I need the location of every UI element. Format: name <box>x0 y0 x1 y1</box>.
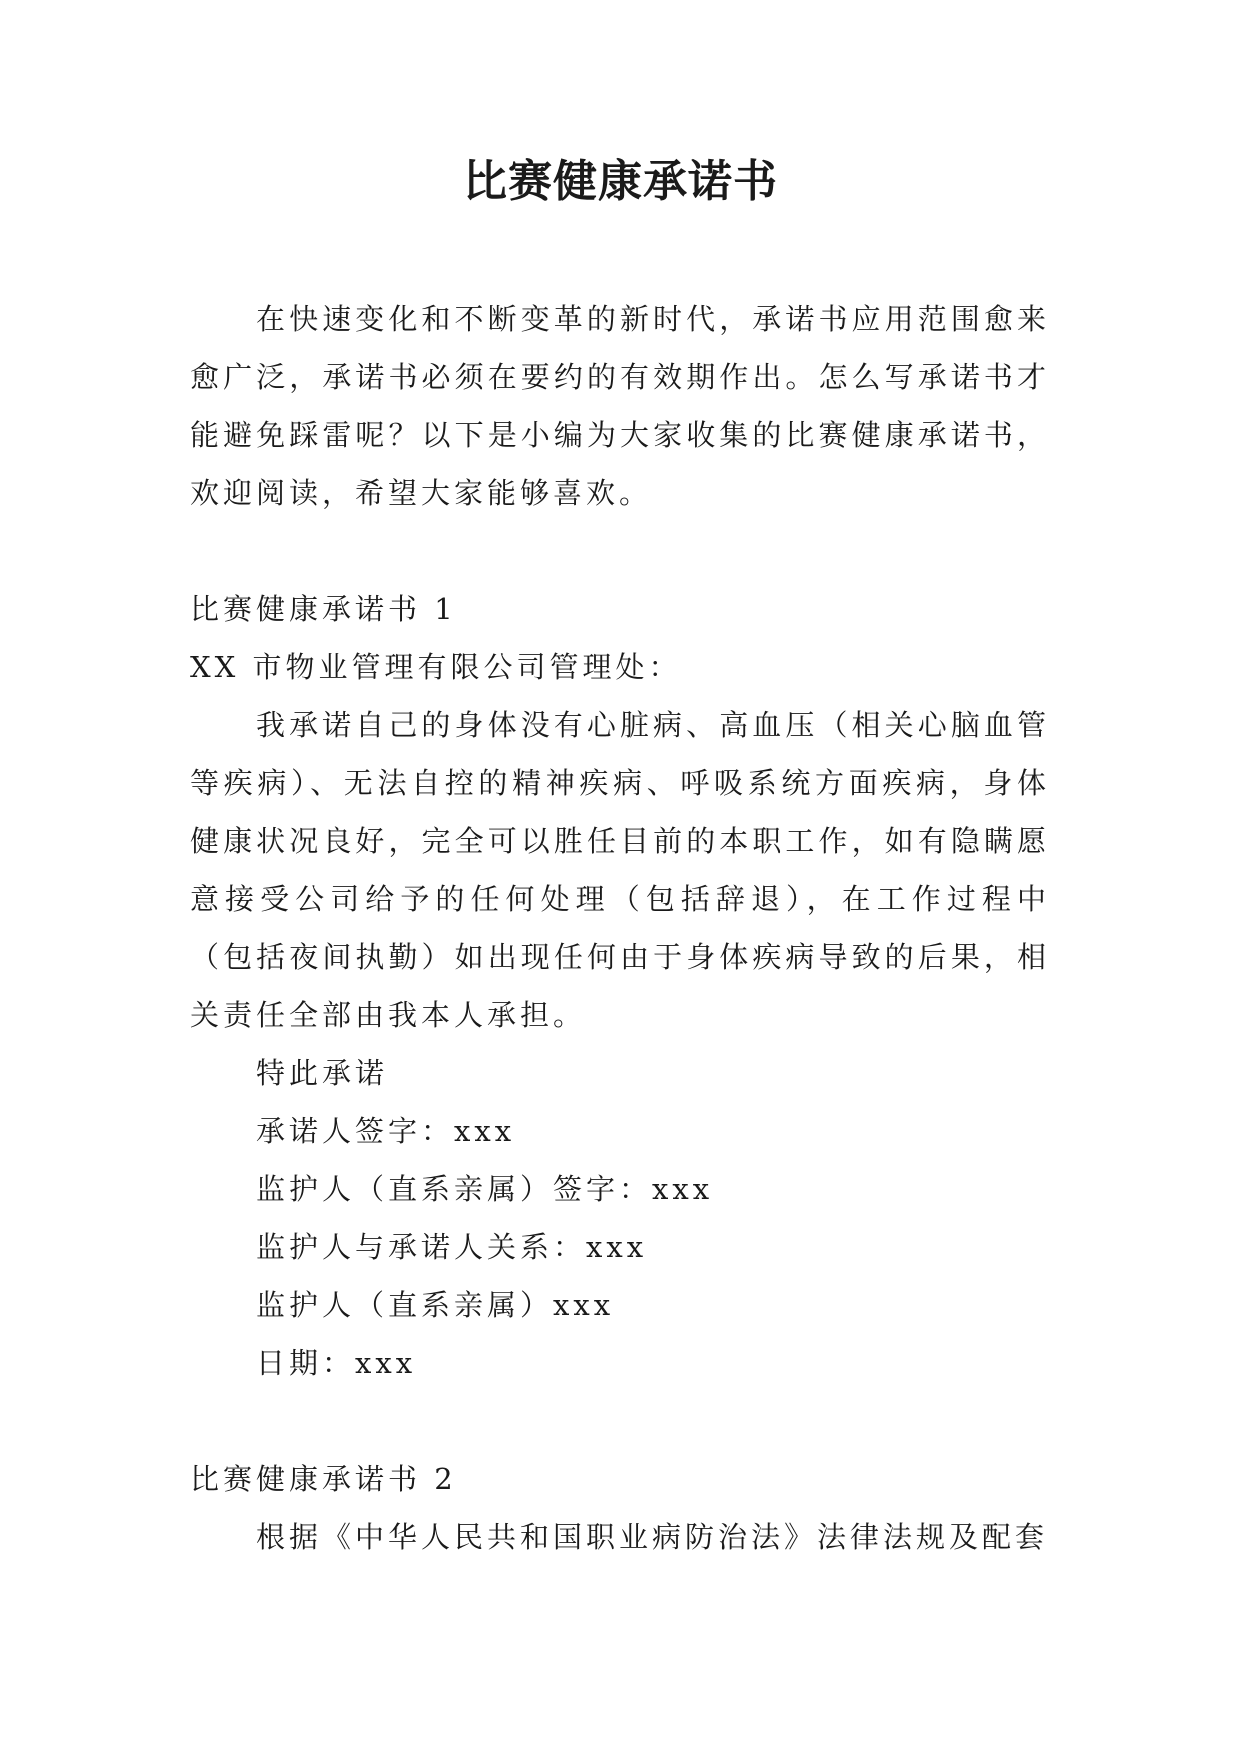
section-1-heading: 比赛健康承诺书 1 <box>190 592 457 626</box>
guardian-line: 监护人（直系亲属）xxx <box>256 1288 615 1322</box>
closing-line: 特此承诺 <box>256 1056 389 1090</box>
spacer <box>190 1392 1050 1450</box>
intro-paragraph: 在快速变化和不断变革的新时代，承诺书应用范围愈来愈广泛，承诺书必须在要约的有效期作出。怎么写承诺书才能避免踩雷呢？以下是小编为大家收集的比赛健康承诺书，欢迎阅读，希望大家能够喜欢。 <box>190 302 1050 510</box>
date-line: 日期：xxx <box>256 1346 417 1380</box>
section-2-body: 根据《中华人民共和国职业病防治法》法律法规及配套 <box>256 1520 1049 1554</box>
section-2-heading: 比赛健康承诺书 2 <box>190 1462 457 1496</box>
document-title: 比赛健康承诺书 <box>463 156 778 207</box>
document-body <box>190 290 1050 1566</box>
section-1-body: 我承诺自己的身体没有心脏病、高血压（相关心脑血管等疾病）、无法自控的精神疾病、呼吸系统方面疾病，身体健康状况良好，完全可以胜任目前的本职工作，如有隐瞒愿意接受公司给予的任何处理（包括辞退），在工作过程中（包括夜间执勤）如出现任何由于身体疾病导致的后果，相关责任全部由我本人承担。 <box>190 708 1050 1032</box>
spacer <box>190 522 1050 580</box>
addressee-line: XX 市物业管理有限公司管理处： <box>190 650 682 684</box>
guardian-signature-line: 监护人（直系亲属）签字：xxx <box>256 1172 714 1206</box>
relation-line: 监护人与承诺人关系：xxx <box>256 1230 648 1264</box>
signer-line: 承诺人签字：xxx <box>256 1114 516 1148</box>
